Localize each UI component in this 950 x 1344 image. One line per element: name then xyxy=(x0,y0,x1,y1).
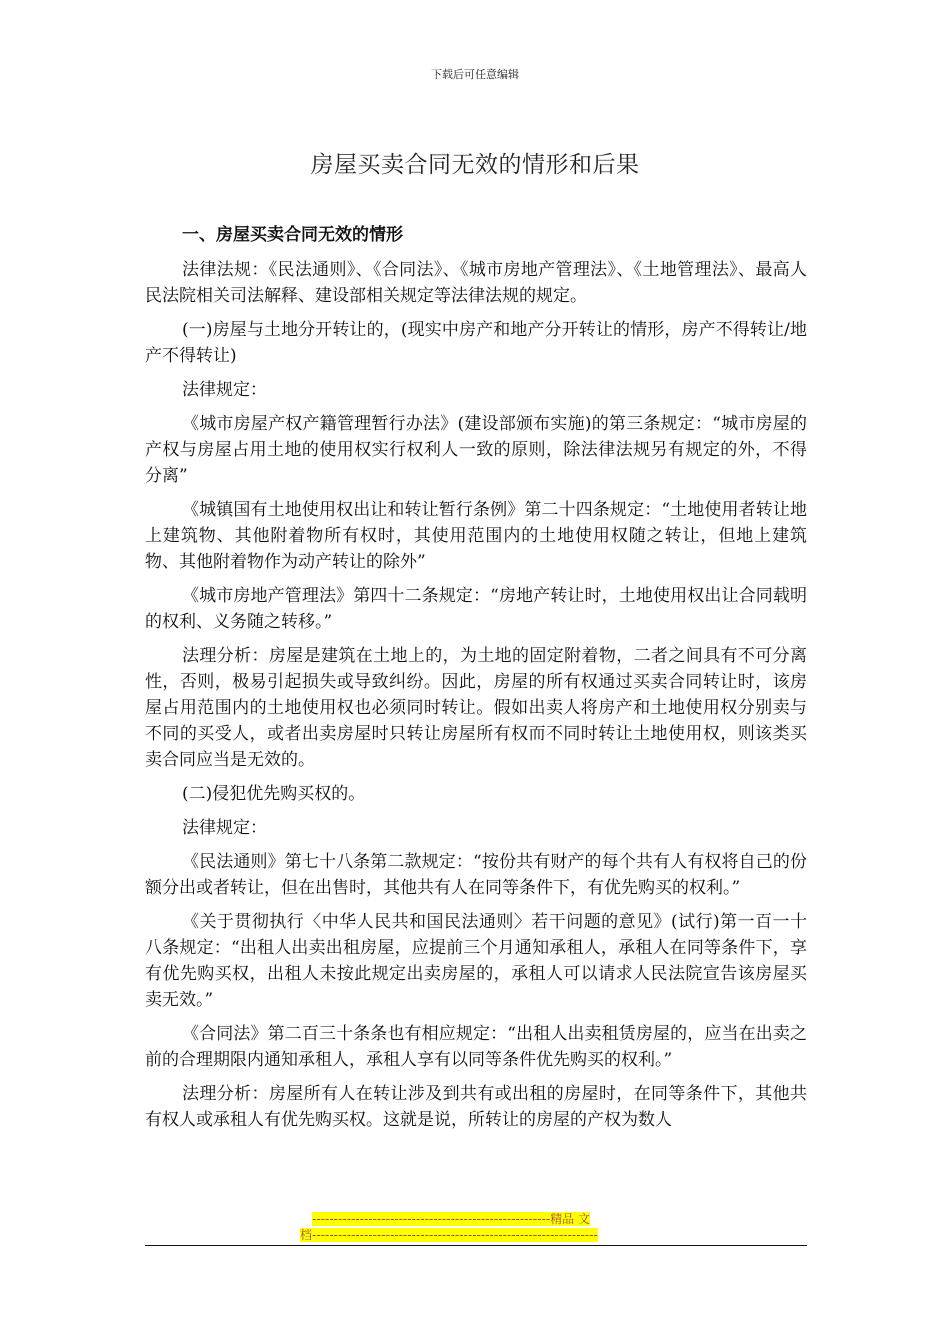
paragraph: 《城镇国有土地使用权出让和转让暂行条例》第二十四条规定：“土地使用者转让地上建筑物、其他附着物所有权时，其使用范围内的土地使用权随之转让，但地上建筑物、其他附着物作为动产转让的除外” xyxy=(145,500,807,572)
footer-line-1: -------------------------------------------------------精品 文 xyxy=(312,1212,590,1226)
footer-watermark xyxy=(300,1211,650,1243)
paragraph: 法律法规：《民法通则》、《合同法》、《城市房地产管理法》、《土地管理法》、最高人民法院相关司法解释、建设部相关规定等法律法规的规定。 xyxy=(145,260,807,306)
footer-divider xyxy=(145,1245,807,1246)
document-body xyxy=(145,222,807,1141)
document-title: 房屋买卖合同无效的情形和后果 xyxy=(310,152,640,178)
header-note: 下载后可任意编辑 xyxy=(431,68,519,81)
paragraph: 法理分析：房屋是建筑在土地上的，为土地的固定附着物，二者之间具有不可分离性，否则，极易引起损失或导致纠纷。因此，房屋的所有权通过买卖合同转让时，该房屋占用范围内的土地使用权也必须同时转让。假如出卖人将房产和土地使用权分别卖与不同的买受人，或者出卖房屋时只转让房屋所有权而不同时转让土地使用权，则该类买卖合同应当是无效的。 xyxy=(145,646,807,770)
paragraph: (一)房屋与土地分开转让的，(现实中房产和地产分开转让的情形，房产不得转让/地产不得转让) xyxy=(145,320,807,366)
paragraph: 法理分析：房屋所有人在转让涉及到共有或出租的房屋时，在同等条件下，其他共有权人或承租人有优先购买权。这就是说，所转让的房屋的产权为数人 xyxy=(145,1084,807,1130)
paragraph: 法律规定： xyxy=(182,380,267,400)
paragraph: 《关于贯彻执行〈中华人民共和国民法通则〉若干问题的意见》(试行)第一百一十八条规定：“出租人出卖出租房屋，应提前三个月通知承租人，承租人在同等条件下，享有优先购买权，出租人未按此规定出卖房屋的，承租人可以请求人民法院宣告该房屋买卖无效。” xyxy=(145,912,807,1010)
paragraph: 《民法通则》第七十八条第二款规定：“按份共有财产的每个共有人有权将自己的份额分出或者转让，但在出售时，其他共有人在同等条件下，有优先购买的权利。” xyxy=(145,852,807,898)
paragraph: 《城市房屋产权产籍管理暂行办法》(建设部颁布实施)的第三条规定：“城市房屋的产权与房屋占用土地的使用权实行权利人一致的原则，除法律法规另有规定的外，不得分离” xyxy=(145,414,807,486)
paragraph: 《城市房地产管理法》第四十二条规定：“房地产转让时，土地使用权出让合同载明的权利、义务随之转移。” xyxy=(145,586,807,632)
paragraph: 法律规定： xyxy=(182,818,267,838)
footer-line-2: 档------------------------------------------------------------------ xyxy=(300,1228,598,1242)
paragraph: (二)侵犯优先购买权的。 xyxy=(182,784,366,804)
section-heading: 一、房屋买卖合同无效的情形 xyxy=(182,225,403,245)
paragraph: 《合同法》第二百三十条条也有相应规定：“出租人出卖租赁房屋的，应当在出卖之前的合理期限内通知承租人，承租人享有以同等条件优先购买的权利。” xyxy=(145,1024,807,1070)
